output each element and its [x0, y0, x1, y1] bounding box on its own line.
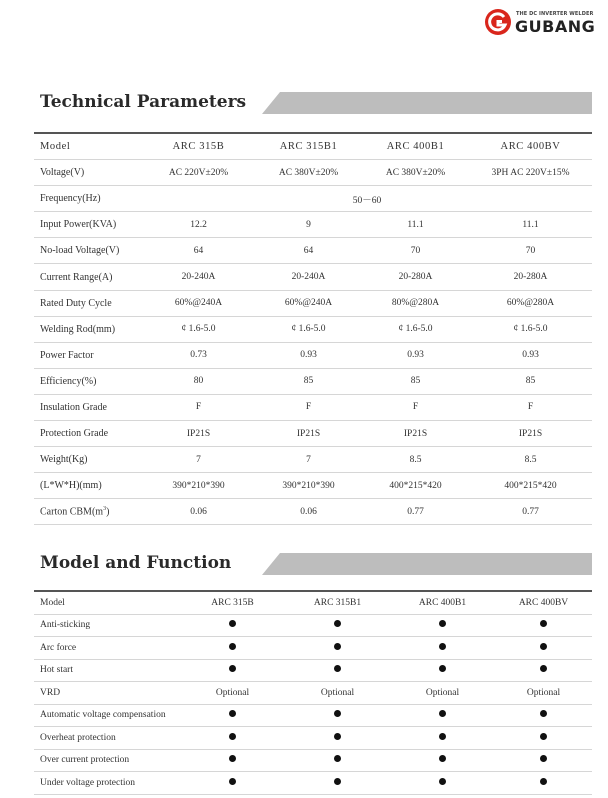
- value-cell: 70: [469, 238, 592, 264]
- row-label: [34, 637, 180, 660]
- value-cell: AC 380V±20%: [255, 160, 362, 186]
- header-model-label: Model: [34, 592, 180, 614]
- feature-cell: [495, 614, 592, 637]
- value-cell: 3PH AC 220V±15%: [469, 160, 592, 186]
- value-cell: 64: [255, 238, 362, 264]
- value-cell: ¢ 1.6-5.0: [255, 316, 362, 342]
- feature-cell: [285, 772, 390, 795]
- function-section-title: Model and Function: [40, 553, 232, 573]
- table-row: [34, 727, 592, 750]
- table-row: [34, 704, 592, 727]
- header-model-label: Model: [34, 134, 142, 160]
- table-row: [34, 264, 592, 290]
- row-label: [34, 727, 180, 750]
- row-label-text: Insulation Grade: [40, 401, 107, 413]
- table-row: [34, 212, 592, 238]
- row-label-text: Frequency(Hz): [40, 193, 101, 205]
- value-cell: ¢ 1.6-5.0: [362, 316, 469, 342]
- feature-cell: [285, 704, 390, 727]
- header-model-name: ARC 400B1: [362, 134, 469, 160]
- value-cell: IP21S: [362, 421, 469, 447]
- row-label-text: Power Factor: [40, 349, 94, 361]
- table-row: [34, 772, 592, 795]
- feature-dot-icon: [540, 778, 547, 785]
- table-row: [34, 614, 592, 637]
- table-row: [34, 749, 592, 772]
- feature-cell: [390, 704, 495, 727]
- feature-dot-icon: [229, 733, 236, 740]
- value-cell: 0.93: [255, 342, 362, 368]
- feature-dot-icon: [334, 733, 341, 740]
- feature-dot-icon: [439, 778, 446, 785]
- table-row: [34, 160, 592, 186]
- row-label: [34, 749, 180, 772]
- model-function-table: [34, 592, 592, 795]
- feature-cell: [285, 614, 390, 637]
- row-label-text: Input Power(KVA): [40, 219, 117, 231]
- row-label-text: Current Range(A): [40, 271, 113, 283]
- feature-dot-icon: [334, 710, 341, 717]
- feature-dot-icon: [229, 755, 236, 762]
- feature-cell: [180, 749, 285, 772]
- feature-cell: [285, 637, 390, 660]
- feature-cell: [390, 772, 495, 795]
- value-cell: IP21S: [142, 421, 255, 447]
- row-label-text: Hot start: [40, 665, 73, 676]
- feature-dot-icon: [229, 643, 236, 650]
- feature-dot-icon: [334, 778, 341, 785]
- row-label: [34, 186, 142, 212]
- row-label-text: Automatic voltage compensation: [40, 710, 166, 721]
- row-label: [34, 212, 142, 238]
- merged-value-cell: 50－60: [142, 186, 592, 212]
- row-label: [34, 499, 142, 525]
- table-row: [34, 421, 592, 447]
- feature-cell: [495, 772, 592, 795]
- feature-cell: [285, 659, 390, 682]
- value-cell: 80%@280A: [362, 290, 469, 316]
- brand-tagline: THE DC INVERTER WELDER: [516, 11, 594, 17]
- value-cell: 20-280A: [362, 264, 469, 290]
- feature-cell: [285, 749, 390, 772]
- row-label-text: Weight(Kg): [40, 454, 88, 466]
- value-cell: F: [142, 394, 255, 420]
- value-cell: ¢ 1.6-5.0: [142, 316, 255, 342]
- header-model-name: ARC 315B1: [255, 134, 362, 160]
- value-cell: 11.1: [469, 212, 592, 238]
- value-cell: 20-280A: [469, 264, 592, 290]
- table-header-row: [34, 592, 592, 614]
- feature-cell: [285, 727, 390, 750]
- value-cell: 0.93: [362, 342, 469, 368]
- feature-dot-icon: [439, 665, 446, 672]
- table-row: [34, 238, 592, 264]
- value-cell: 64: [142, 238, 255, 264]
- header-model-name: ARC 400B1: [390, 592, 495, 614]
- row-label-text: VRD: [40, 687, 61, 698]
- value-cell: F: [362, 394, 469, 420]
- row-label-text: Welding Rod(mm): [40, 323, 116, 335]
- row-label: [34, 290, 142, 316]
- feature-dot-icon: [334, 665, 341, 672]
- value-cell: 8.5: [362, 447, 469, 473]
- header-model-name: ARC 400BV: [495, 592, 592, 614]
- value-cell: 20-240A: [255, 264, 362, 290]
- row-label: [34, 704, 180, 727]
- feature-dot-icon: [439, 643, 446, 650]
- row-label: [34, 421, 142, 447]
- feature-cell: [180, 614, 285, 637]
- feature-cell: [495, 727, 592, 750]
- feature-cell: [495, 637, 592, 660]
- feature-cell: [495, 704, 592, 727]
- row-label-text: No-load Voltage(V): [40, 245, 120, 257]
- feature-dot-icon: [229, 620, 236, 627]
- row-label: [34, 682, 180, 705]
- feature-cell: [390, 659, 495, 682]
- feature-dot-icon: [540, 710, 547, 717]
- row-label: [34, 614, 180, 637]
- value-cell: 390*210*390: [255, 473, 362, 499]
- value-cell: 60%@280A: [469, 290, 592, 316]
- table-row: [34, 290, 592, 316]
- feature-cell: [180, 772, 285, 795]
- row-label-text: Arc force: [40, 642, 77, 653]
- value-cell: 0.77: [362, 499, 469, 525]
- feature-dot-icon: [439, 733, 446, 740]
- feature-dot-icon: [540, 620, 547, 627]
- feature-dot-icon: [334, 620, 341, 627]
- table-row: [34, 682, 592, 705]
- row-label-text: Over current protection: [40, 755, 130, 766]
- table-header-row: [34, 134, 592, 160]
- value-cell: 0.73: [142, 342, 255, 368]
- table-row: [34, 342, 592, 368]
- feature-dot-icon: [540, 733, 547, 740]
- table-row: [34, 368, 592, 394]
- feature-dot-icon: [439, 620, 446, 627]
- row-label-suffix: ): [106, 506, 110, 518]
- value-cell: AC 380V±20%: [362, 160, 469, 186]
- row-label-text: Carton CBM(m: [40, 506, 104, 518]
- value-cell: 80: [142, 368, 255, 394]
- header-model-name: ARC 315B: [180, 592, 285, 614]
- row-label: [34, 264, 142, 290]
- feature-dot-icon: [540, 665, 547, 672]
- value-cell: Optional: [180, 682, 285, 705]
- row-label: [34, 342, 142, 368]
- feature-cell: [390, 727, 495, 750]
- table-row: [34, 394, 592, 420]
- feature-dot-icon: [439, 755, 446, 762]
- row-label-superscript: 3: [103, 506, 107, 513]
- header-model-name: ARC 400BV: [469, 134, 592, 160]
- value-cell: AC 220V±20%: [142, 160, 255, 186]
- feature-dot-icon: [334, 755, 341, 762]
- feature-cell: [390, 749, 495, 772]
- table-row: [34, 499, 592, 525]
- feature-cell: [390, 637, 495, 660]
- table-row: [34, 637, 592, 660]
- value-cell: 8.5: [469, 447, 592, 473]
- row-label-text: Voltage(V): [40, 167, 85, 179]
- row-label-text: Overheat protection: [40, 732, 116, 743]
- technical-parameters-table: [34, 134, 592, 525]
- table-row: [34, 447, 592, 473]
- row-label: [34, 772, 180, 795]
- row-label-text: Under voltage protection: [40, 777, 135, 788]
- feature-dot-icon: [540, 755, 547, 762]
- feature-cell: [495, 659, 592, 682]
- feature-dot-icon: [229, 665, 236, 672]
- value-cell: 20-240A: [142, 264, 255, 290]
- value-cell: F: [255, 394, 362, 420]
- value-cell: 60%@240A: [255, 290, 362, 316]
- row-label: [34, 394, 142, 420]
- row-label: [34, 238, 142, 264]
- row-label: [34, 160, 142, 186]
- table-row: [34, 659, 592, 682]
- row-label: [34, 659, 180, 682]
- row-label-text: Efficiency(%): [40, 375, 97, 387]
- row-label-text: Protection Grade: [40, 428, 109, 440]
- value-cell: 0.06: [142, 499, 255, 525]
- value-cell: 70: [362, 238, 469, 264]
- value-cell: ¢ 1.6-5.0: [469, 316, 592, 342]
- feature-cell: [390, 614, 495, 637]
- table-row: [34, 186, 592, 212]
- row-label: [34, 447, 142, 473]
- value-cell: Optional: [285, 682, 390, 705]
- brand-logo: [484, 6, 596, 40]
- feature-cell: [180, 704, 285, 727]
- value-cell: 9: [255, 212, 362, 238]
- value-cell: 0.77: [469, 499, 592, 525]
- value-cell: Optional: [495, 682, 592, 705]
- value-cell: IP21S: [255, 421, 362, 447]
- header-model-name: ARC 315B1: [285, 592, 390, 614]
- feature-dot-icon: [334, 643, 341, 650]
- value-cell: 60%@240A: [142, 290, 255, 316]
- value-cell: Optional: [390, 682, 495, 705]
- row-label-text: Anti-sticking: [40, 620, 91, 631]
- feature-cell: [180, 659, 285, 682]
- value-cell: IP21S: [469, 421, 592, 447]
- value-cell: 7: [255, 447, 362, 473]
- technical-section-title: Technical Parameters: [40, 92, 247, 112]
- title-accent-bar: [262, 553, 592, 575]
- feature-dot-icon: [229, 778, 236, 785]
- value-cell: 12.2: [142, 212, 255, 238]
- value-cell: 390*210*390: [142, 473, 255, 499]
- value-cell: 0.06: [255, 499, 362, 525]
- feature-cell: [495, 749, 592, 772]
- table-row: [34, 473, 592, 499]
- feature-cell: [180, 727, 285, 750]
- gubang-emblem-icon: [484, 8, 512, 36]
- feature-dot-icon: [540, 643, 547, 650]
- row-label-text: (L*W*H)(mm): [40, 480, 102, 492]
- row-label-text: Rated Duty Cycle: [40, 297, 112, 309]
- value-cell: 0.93: [469, 342, 592, 368]
- value-cell: 400*215*420: [362, 473, 469, 499]
- value-cell: 7: [142, 447, 255, 473]
- title-accent-bar: [262, 92, 592, 114]
- feature-dot-icon: [439, 710, 446, 717]
- value-cell: 85: [362, 368, 469, 394]
- row-label: [34, 368, 142, 394]
- value-cell: 85: [255, 368, 362, 394]
- table-row: [34, 316, 592, 342]
- value-cell: 85: [469, 368, 592, 394]
- value-cell: F: [469, 394, 592, 420]
- feature-dot-icon: [229, 710, 236, 717]
- value-cell: 11.1: [362, 212, 469, 238]
- value-cell: 400*215*420: [469, 473, 592, 499]
- row-label: [34, 473, 142, 499]
- brand-name: GUBANG: [515, 17, 596, 36]
- header-model-name: ARC 315B: [142, 134, 255, 160]
- feature-cell: [180, 637, 285, 660]
- row-label: [34, 316, 142, 342]
